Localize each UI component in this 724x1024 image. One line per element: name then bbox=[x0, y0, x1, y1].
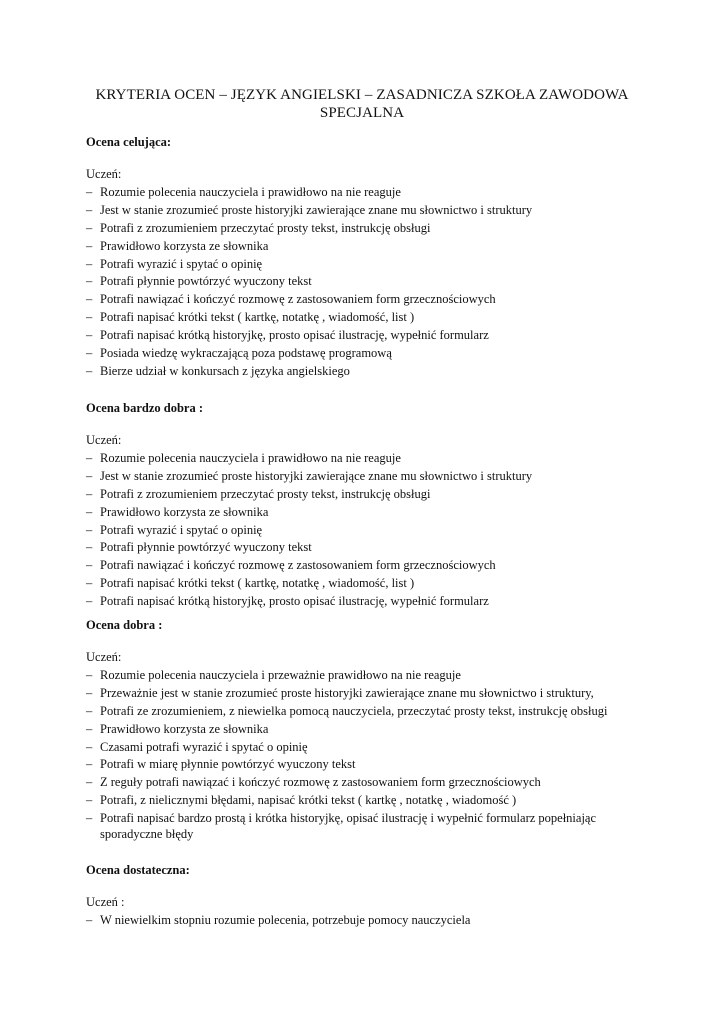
dash-bullet: – bbox=[86, 703, 93, 718]
criteria-list bbox=[86, 450, 646, 609]
dash-bullet: – bbox=[86, 328, 93, 343]
list-item: – Rozumie polecenia nauczyciela i prawidłowo na nie reaguje bbox=[86, 451, 401, 465]
dash-bullet: – bbox=[86, 558, 93, 573]
list-item: – Potrafi z zrozumieniem przeczytać prosty tekst, instrukcję obsługi bbox=[86, 220, 431, 235]
dash-bullet: – bbox=[86, 310, 93, 325]
dash-bullet: – bbox=[86, 775, 93, 790]
section-intro: Uczeń: bbox=[86, 433, 122, 447]
dash-bullet: – bbox=[86, 363, 93, 378]
section-heading: Ocena celująca: bbox=[86, 135, 172, 149]
document-title: KRYTERIA OCEN – JĘZYK ANGIELSKI – ZASADNICZA SZKOŁA ZAWODOWA SPECJALNA bbox=[95, 87, 629, 121]
dash-bullet: – bbox=[86, 486, 93, 501]
list-item: – Potrafi wyrazić i spytać o opinię bbox=[86, 256, 263, 271]
section-intro: Uczeń: bbox=[86, 650, 122, 664]
dash-bullet: – bbox=[86, 668, 93, 682]
dash-bullet: – bbox=[86, 451, 93, 465]
dash-bullet: – bbox=[86, 468, 93, 483]
section-celujaca bbox=[86, 134, 646, 381]
section-dobra bbox=[86, 617, 646, 844]
dash-bullet: – bbox=[86, 540, 93, 555]
section-heading: Ocena dostateczna: bbox=[86, 863, 190, 877]
dash-bullet: – bbox=[86, 504, 93, 519]
list-item: – Potrafi płynnie powtórzyć wyuczony tekst bbox=[86, 540, 312, 555]
list-item: – Prawidłowo korzysta ze słownika bbox=[86, 238, 269, 253]
list-item: – W niewielkim stopniu rozumie polecenia, potrzebuje pomocy nauczyciela bbox=[86, 913, 471, 927]
dash-bullet: – bbox=[86, 256, 93, 271]
list-item: – Bierze udział w konkursach z języka angielskiego bbox=[86, 363, 350, 378]
dash-bullet: – bbox=[86, 185, 93, 199]
list-item: – Posiada wiedzę wykraczającą poza podstawę programową bbox=[86, 346, 392, 361]
criteria-list bbox=[86, 184, 646, 379]
section-intro: Uczeń : bbox=[86, 895, 125, 909]
dash-bullet: – bbox=[86, 274, 93, 289]
dash-bullet: – bbox=[86, 346, 93, 361]
dash-bullet: – bbox=[86, 522, 93, 537]
list-item: – Potrafi ze zrozumieniem, z niewielka pomocą nauczyciela, przeczytać prosty tekst, instrukcję obsługi bbox=[86, 703, 608, 718]
section-bardzo-dobra bbox=[86, 400, 646, 611]
dash-bullet: – bbox=[86, 292, 93, 307]
list-item: – Potrafi napisać krótką historyjkę, prosto opisać ilustrację, wypełnić formularz bbox=[86, 328, 489, 343]
dash-bullet: – bbox=[86, 757, 93, 772]
list-item: – Potrafi nawiązać i kończyć rozmowę z zastosowaniem form grzecznościowych bbox=[86, 558, 496, 573]
list-item: – Potrafi, z nielicznymi błędami, napisać krótki tekst ( kartkę , notatkę , wiadomość ) bbox=[86, 793, 517, 808]
section-heading: Ocena dobra : bbox=[86, 618, 163, 632]
list-item: – Prawidłowo korzysta ze słownika bbox=[86, 504, 269, 519]
dash-bullet: – bbox=[86, 793, 93, 808]
list-item: – Potrafi napisać krótki tekst ( kartkę, notatkę , wiadomość, list ) bbox=[86, 310, 415, 325]
list-item: – Jest w stanie zrozumieć proste historyjki zawierające znane mu słownictwo i struktury bbox=[86, 202, 533, 217]
dash-bullet: – bbox=[86, 576, 93, 591]
list-item: – Potrafi wyrazić i spytać o opinię bbox=[86, 522, 263, 537]
dash-bullet: – bbox=[86, 811, 93, 826]
list-item: – Potrafi z zrozumieniem przeczytać prosty tekst, instrukcję obsługi bbox=[86, 486, 431, 501]
list-item: – Potrafi płynnie powtórzyć wyuczony tekst bbox=[86, 274, 312, 289]
list-item: – Potrafi napisać bardzo prostą i krótka historyjkę, opisać ilustrację i wypełnić formularz popełniając sporadyczne błędy bbox=[86, 811, 597, 842]
list-item: – Przeważnie jest w stanie zrozumieć proste historyjki zawierające znane mu słownictwo i struktury, bbox=[86, 685, 594, 700]
dash-bullet: – bbox=[86, 913, 93, 927]
list-item: – Potrafi w miarę płynnie powtórzyć wyuczony tekst bbox=[86, 757, 356, 772]
criteria-list bbox=[86, 667, 646, 842]
section-dostateczna bbox=[86, 862, 646, 930]
dash-bullet: – bbox=[86, 202, 93, 217]
list-item: – Potrafi napisać krótki tekst ( kartkę, notatkę , wiadomość, list ) bbox=[86, 576, 415, 591]
dash-bullet: – bbox=[86, 594, 93, 609]
list-item: – Potrafi nawiązać i kończyć rozmowę z zastosowaniem form grzecznościowych bbox=[86, 292, 496, 307]
dash-bullet: – bbox=[86, 238, 93, 253]
criteria-list bbox=[86, 912, 646, 928]
list-item: – Z reguły potrafi nawiązać i kończyć rozmowę z zastosowaniem form grzecznościowych bbox=[86, 775, 541, 790]
list-item: – Potrafi napisać krótką historyjkę, prosto opisać ilustrację, wypełnić formularz bbox=[86, 594, 489, 609]
dash-bullet: – bbox=[86, 220, 93, 235]
dash-bullet: – bbox=[86, 739, 93, 754]
list-item: – Rozumie polecenia nauczyciela i prawidłowo na nie reaguje bbox=[86, 185, 401, 199]
dash-bullet: – bbox=[86, 685, 93, 700]
list-item: – Rozumie polecenia nauczyciela i przeważnie prawidłowo na nie reaguje bbox=[86, 668, 461, 682]
section-intro: Uczeń: bbox=[86, 167, 122, 181]
list-item: – Jest w stanie zrozumieć proste historyjki zawierające znane mu słownictwo i struktury bbox=[86, 468, 533, 483]
section-heading: Ocena bardzo dobra : bbox=[86, 401, 204, 415]
dash-bullet: – bbox=[86, 721, 93, 736]
list-item: – Czasami potrafi wyrazić i spytać o opinię bbox=[86, 739, 308, 754]
list-item: – Prawidłowo korzysta ze słownika bbox=[86, 721, 269, 736]
